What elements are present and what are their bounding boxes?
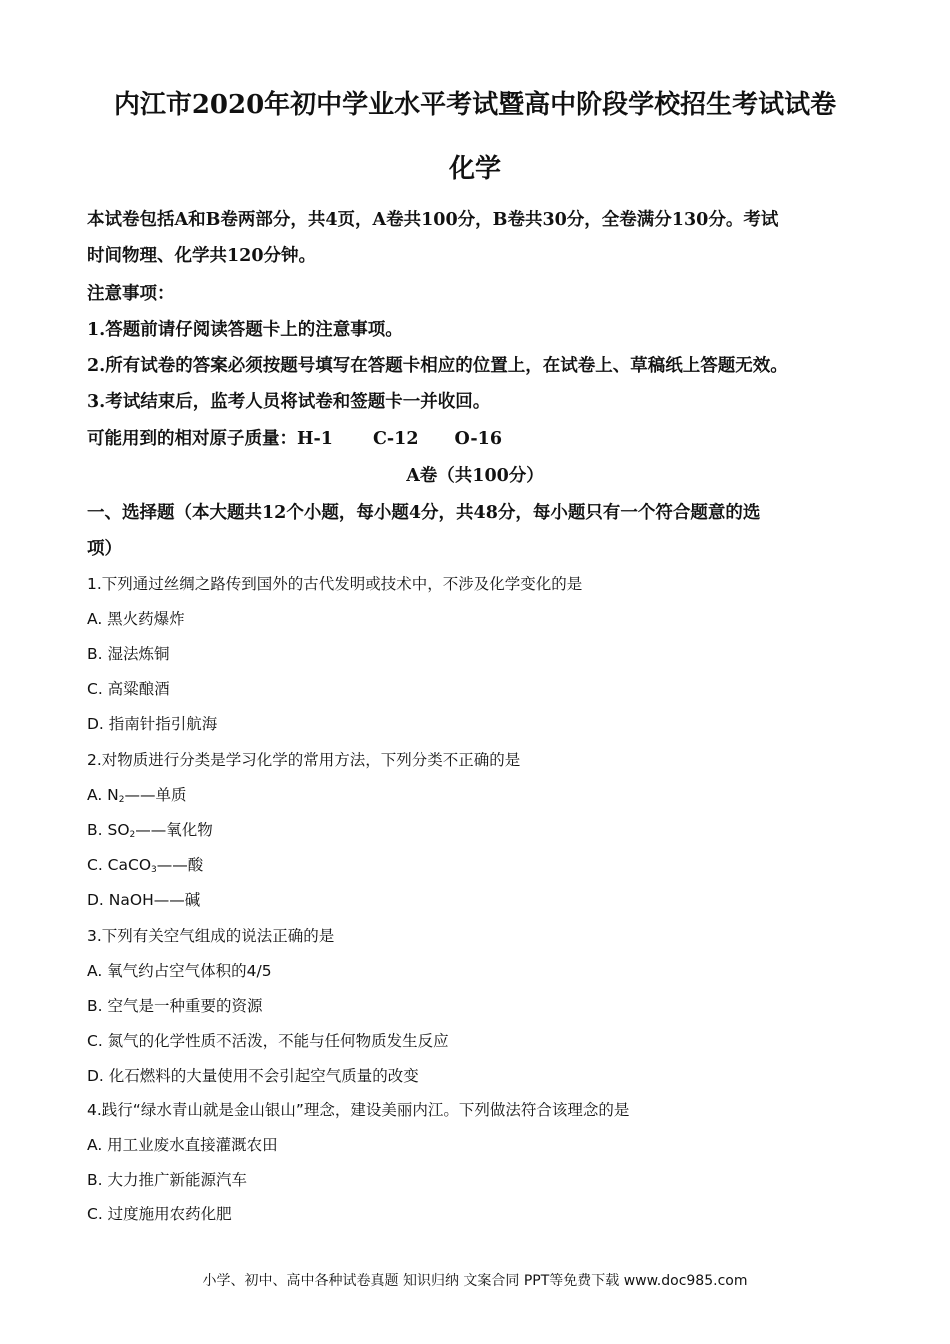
q3-option-c: C. 氮气的化学性质不活泼，不能与任何物质发生反应 xyxy=(87,1032,449,1050)
q4-option-c: C. 过度施用农药化肥 xyxy=(87,1205,232,1223)
part1-heading-line-1: 一、选择题（本大题共12个小题，每小题4分，共48分，每小题只有一个符合题意的选 xyxy=(87,503,761,523)
q3-option-a: A. 氧气约占空气体积的4/5 xyxy=(87,962,272,980)
q2-a-category: ——单质 xyxy=(124,786,187,804)
q1-stem: 1.下列通过丝绸之路传到国外的古代发明或技术中，不涉及化学变化的是 xyxy=(87,575,583,593)
q4-stem: 4.践行“绿水青山就是金山银山”理念，建设美丽内江。下列做法符合该理念的是 xyxy=(87,1101,630,1119)
exam-title: 内江市2020年初中学业水平考试暨高中阶段学校招生考试试卷 xyxy=(113,90,837,120)
atomic-mass-o: O-16 xyxy=(454,429,503,449)
notes-heading: 注意事项： xyxy=(87,284,175,304)
atomic-mass-h: H-1 xyxy=(297,429,333,449)
q2-b-formula: B. SO xyxy=(87,821,130,839)
q1-option-d: D. 指南针指引航海 xyxy=(87,715,218,733)
note-1: 1.答题前请仔阅读答题卡上的注意事项。 xyxy=(87,320,403,340)
q2-b-subscript: 2 xyxy=(129,830,136,840)
q4-option-a: A. 用工业废水直接灌溉农田 xyxy=(87,1136,278,1154)
q2-a-subscript: 2 xyxy=(118,795,125,805)
q4-option-b: B. 大力推广新能源汽车 xyxy=(87,1171,247,1189)
part1-heading-line-2: 项） xyxy=(87,539,122,559)
q3-option-b: B. 空气是一种重要的资源 xyxy=(87,997,263,1015)
q2-c-subscript: 3 xyxy=(151,865,157,875)
q2-c-formula: C. CaCO xyxy=(87,856,152,874)
q2-option-a xyxy=(87,783,187,805)
intro-line-2: 时间物理、化学共120分钟。 xyxy=(87,246,317,266)
q2-c-category: ——酸 xyxy=(156,856,204,874)
q3-option-d: D. 化石燃料的大量使用不会引起空气质量的改变 xyxy=(87,1067,419,1085)
note-3: 3.考试结束后，监考人员将试卷和签题卡一并收回。 xyxy=(87,392,491,412)
q2-a-formula: A. N xyxy=(87,786,119,804)
atomic-mass-line xyxy=(87,425,502,450)
footer-text: 小学、初中、高中各种试卷真题 知识归纳 文案合同 PPT等免费下载 www.doc985.com xyxy=(202,1273,748,1289)
section-a-title: A卷（共100分） xyxy=(406,466,544,486)
q2-option-d: D. NaOH——碱 xyxy=(87,891,201,909)
q1-option-b: B. 湿法炼铜 xyxy=(87,645,170,663)
atomic-mass-label: 可能用到的相对原子质量： xyxy=(87,429,297,449)
q2-option-b xyxy=(87,818,213,840)
subject-title: 化学 xyxy=(448,154,501,184)
q2-option-c xyxy=(87,853,203,875)
q1-option-c: C. 高粱酿酒 xyxy=(87,680,170,698)
intro-line-1: 本试卷包括A和B卷两部分，共4页，A卷共100分，B卷共30分，全卷满分130分。考试 xyxy=(87,210,779,230)
q2-b-category: ——氧化物 xyxy=(135,821,213,839)
q3-stem: 3.下列有关空气组成的说法正确的是 xyxy=(87,927,335,945)
q2-stem: 2.对物质进行分类是学习化学的常用方法，下列分类不正确的是 xyxy=(87,751,521,769)
note-2: 2.所有试卷的答案必须按题号填写在答题卡相应的位置上，在试卷上、草稿纸上答题无效。 xyxy=(87,356,788,376)
q1-option-a: A. 黑火药爆炸 xyxy=(87,610,185,628)
atomic-mass-c: C-12 xyxy=(372,429,419,449)
